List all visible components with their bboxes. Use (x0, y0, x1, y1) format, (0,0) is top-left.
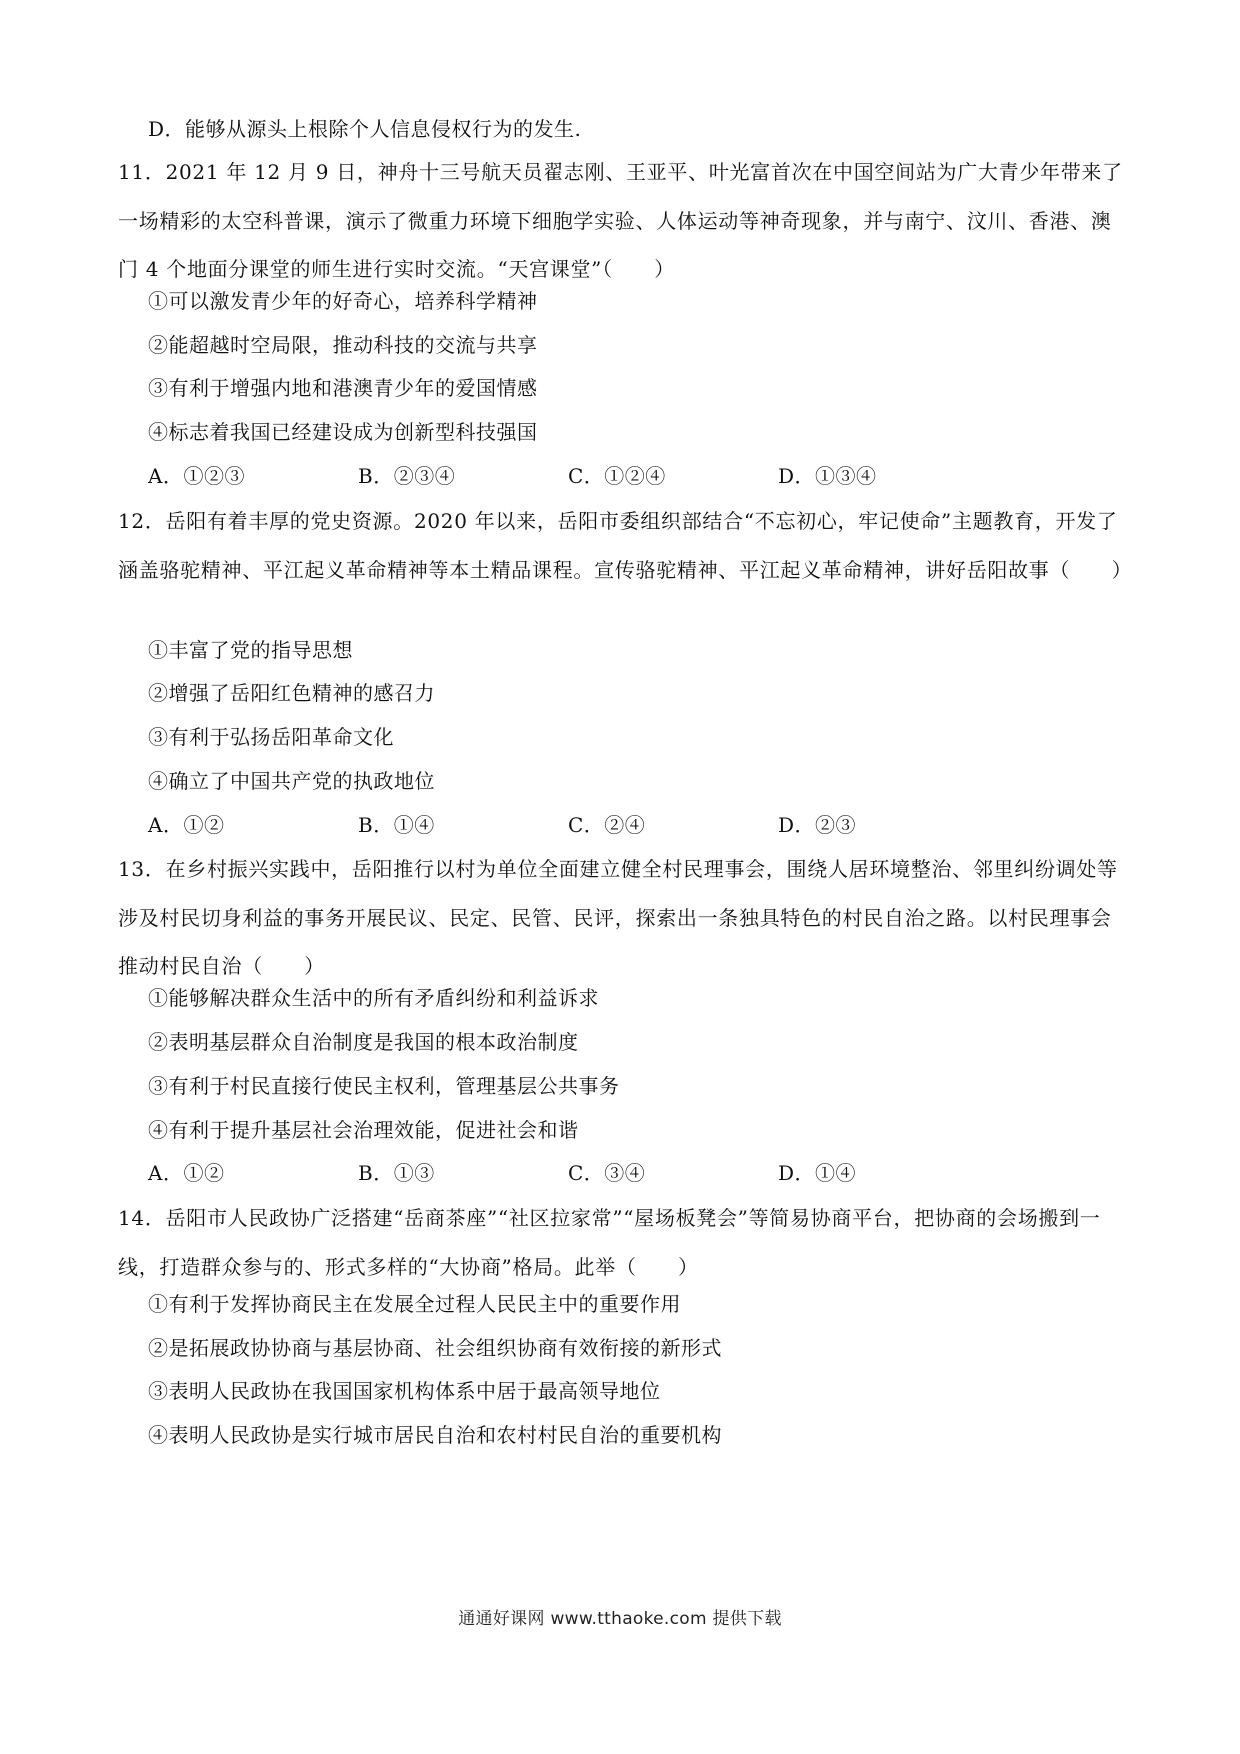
question-13-stem (118, 845, 1132, 991)
option-d: D．②③ (778, 813, 857, 837)
question-14-statement-4: ④表明人民政协是实行城市居民自治和农村村民自治的重要机构 (148, 1423, 722, 1447)
option-b: B．①③ (358, 1161, 435, 1185)
question-text: 在乡村振兴实践中，岳阳推行以村为单位全面建立健全村民理事会，围绕人居环境整治、邻里纠纷调处等涉及村民切身利益的事务开展民议、民定、民管、民评，探索出一条独具特色的村民自治之路。以村民理事会推动村民自治（ ） (118, 857, 1118, 978)
prev-question-option-d: D．能够从源头上根除个人信息侵权行为的发生. (148, 117, 582, 141)
question-number: 14． (118, 1206, 166, 1230)
question-11-stem (118, 148, 1132, 294)
question-11-statement-1: ①可以激发青少年的好奇心，培养科学精神 (148, 289, 538, 313)
question-13-statement-3: ③有利于村民直接行使民主权利，管理基层公共事务 (148, 1074, 620, 1098)
option-c: C．②④ (568, 813, 646, 837)
option-c: C．③④ (568, 1161, 646, 1185)
question-14-stem (118, 1194, 1132, 1291)
question-text: 岳阳有着丰厚的党史资源。2020 年以来，岳阳市委组织部结合“不忘初心，牢记使命”主题教育，开发了涵盖骆驼精神、平江起义革命精神等本土精品课程。宣传骆驼精神、平江起义革命精神，讲好岳阳故事（ ） (118, 509, 1133, 582)
option-d: D．①③④ (778, 464, 877, 488)
question-11-statement-4: ④标志着我国已经建设成为创新型科技强国 (148, 420, 538, 444)
question-13-statement-1: ①能够解决群众生活中的所有矛盾纠纷和利益诉求 (148, 986, 599, 1010)
option-a: A．①②③ (148, 464, 245, 488)
option-b: B．②③④ (358, 464, 456, 488)
question-13-options (148, 1159, 1132, 1187)
question-11-options (148, 462, 1132, 490)
question-12-statement-4: ④确立了中国共产党的执政地位 (148, 769, 435, 793)
question-12-options (148, 811, 1132, 839)
question-text: 2021 年 12 月 9 日，神舟十三号航天员翟志刚、王亚平、叶光富首次在中国空间站为广大青少年带来了一场精彩的太空科普课，演示了微重力环境下细胞学实验、人体运动等神奇现象，并与南宁、汶川、香港、澳门 4 个地面分课堂的师生进行实时交流。“天宫课堂”（ ） (118, 160, 1123, 281)
question-12-stem (118, 497, 1132, 594)
option-a: A．①② (148, 1161, 225, 1185)
footer-source: 通通好课网 www.tthaoke.com 提供下载 (458, 1609, 782, 1629)
question-11-statement-3: ③有利于增强内地和港澳青少年的爱国情感 (148, 376, 538, 400)
question-number: 12． (118, 509, 166, 533)
question-11-statement-2: ②能超越时空局限，推动科技的交流与共享 (148, 333, 538, 357)
option-d: D．①④ (778, 1161, 857, 1185)
question-12-statement-2: ②增强了岳阳红色精神的感召力 (148, 681, 435, 705)
question-14-statement-1: ①有利于发挥协商民主在发展全过程人民民主中的重要作用 (148, 1292, 681, 1316)
question-number: 11． (118, 160, 166, 184)
option-a: A．①② (148, 813, 225, 837)
question-14-statement-3: ③表明人民政协在我国国家机构体系中居于最高领导地位 (148, 1379, 661, 1403)
question-13-statement-2: ②表明基层群众自治制度是我国的根本政治制度 (148, 1030, 579, 1054)
question-13-statement-4: ④有利于提升基层社会治理效能，促进社会和谐 (148, 1118, 579, 1142)
question-text: 岳阳市人民政协广泛搭建“岳商茶座”“社区拉家常”“屋场板凳会”等简易协商平台，把协商的会场搬到一线，打造群众参与的、形式多样的“大协商”格局。此举（ ） (118, 1206, 1101, 1279)
question-12-statement-3: ③有利于弘扬岳阳革命文化 (148, 725, 394, 749)
question-12-statement-1: ①丰富了党的指导思想 (148, 638, 353, 662)
question-14-statement-2: ②是拓展政协协商与基层协商、社会组织协商有效衔接的新形式 (148, 1336, 722, 1360)
question-number: 13． (118, 857, 166, 881)
option-b: B．①④ (358, 813, 435, 837)
option-c: C．①②④ (568, 464, 666, 488)
